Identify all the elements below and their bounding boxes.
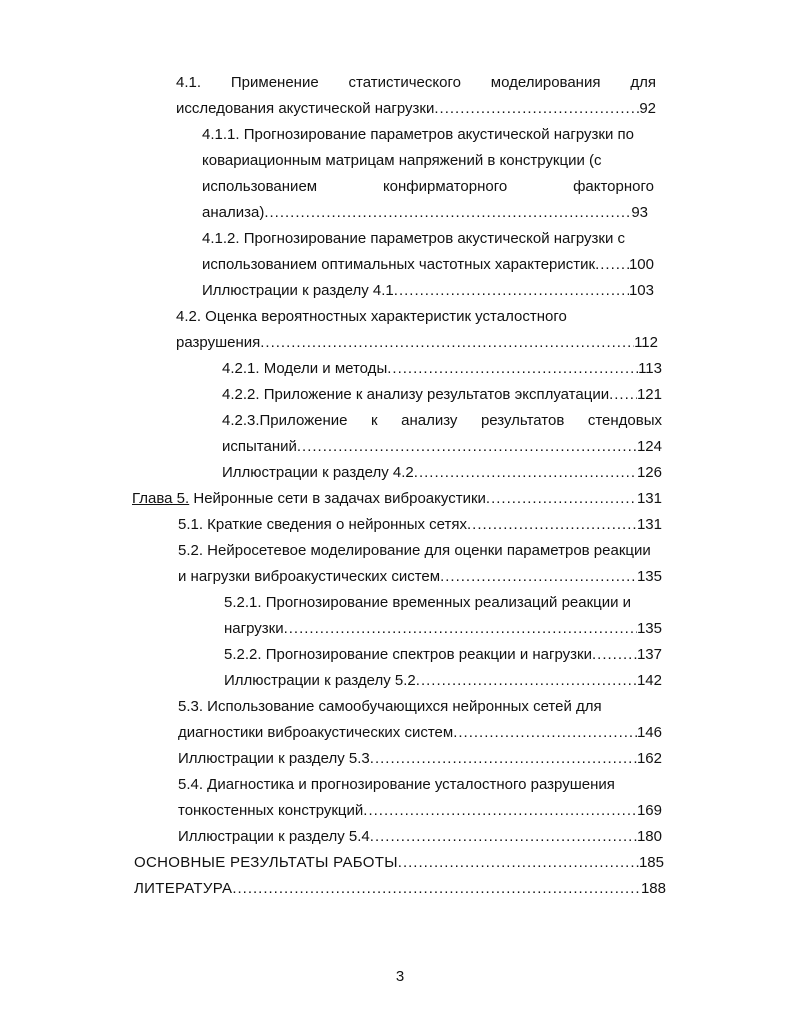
toc-5-1 xyxy=(178,514,662,536)
toc-5-2-1-page: 135 xyxy=(636,620,662,637)
toc-leader-dots xyxy=(370,748,637,770)
toc-leader-dots xyxy=(363,800,637,822)
toc-4-2-3-word: анализу xyxy=(401,412,458,429)
toc-4-2-3-page: 124 xyxy=(636,438,662,455)
toc-5-2-line2 xyxy=(178,566,662,588)
toc-4-1-1-word: использованием xyxy=(202,178,318,195)
toc-literature-title: ЛИТЕРАТУРА xyxy=(134,880,233,897)
toc-5-2-title: и нагрузки виброакустических систем xyxy=(178,568,441,585)
toc-leader-dots xyxy=(486,488,637,510)
toc-4-2-title: разрушения xyxy=(176,334,261,351)
toc-4-2-3-word: 4.2.3.Приложение xyxy=(222,412,348,429)
toc-4-1-2-line2 xyxy=(202,254,654,276)
toc-ill-5-2-title: Иллюстрации к разделу 5.2 xyxy=(224,672,416,689)
toc-4-2-3-title: испытаний xyxy=(222,438,297,455)
toc-4-1-1-line1: 4.1.1. Прогнозирование параметров акустической нагрузки по xyxy=(202,126,634,143)
toc-4-1-word: статистического xyxy=(348,74,461,91)
toc-4-1-2-title: использованием оптимальных частотных характеристик xyxy=(202,256,596,273)
toc-4-1-word: Применение xyxy=(230,74,319,91)
toc-5-3-line1: 5.3. Использование самообучающихся нейронных сетей для xyxy=(178,698,602,715)
toc-5-4-line1: 5.4. Диагностика и прогнозирование усталостного разрушения xyxy=(178,776,615,793)
toc-results-page: 185 xyxy=(638,854,664,871)
toc-4-2-3-word: стендовых xyxy=(587,412,662,429)
toc-chapter-5 xyxy=(132,488,662,510)
toc-results xyxy=(134,852,664,874)
toc-4-2-1 xyxy=(222,358,662,380)
toc-leader-dots xyxy=(609,384,637,406)
toc-4-1-page: 92 xyxy=(639,100,656,117)
toc-ill-4-1-page: 103 xyxy=(628,282,654,299)
toc-leader-dots xyxy=(416,670,637,692)
toc-4-2-2 xyxy=(222,384,662,406)
toc-leader-dots xyxy=(434,98,639,120)
toc-leader-dots xyxy=(394,280,629,302)
toc-5-3-title: диагностики виброакустических систем xyxy=(178,724,454,741)
toc-4-1-1-page: 93 xyxy=(631,204,648,221)
toc-4-1-word: для xyxy=(630,74,656,91)
toc-5-2-2-title: 5.2.2. Прогнозирование спектров реакции и нагрузки xyxy=(224,646,592,663)
toc-4-1-word: моделирования xyxy=(490,74,601,91)
toc-4-1-1-line3 xyxy=(202,176,654,198)
toc-leader-dots xyxy=(595,254,629,276)
toc-leader-dots xyxy=(398,852,639,874)
toc-ill-4-1 xyxy=(202,280,654,302)
toc-5-2-1-title: нагрузки xyxy=(224,620,284,637)
toc-4-2-3-line2 xyxy=(222,436,662,458)
toc-5-3-line2 xyxy=(178,722,662,744)
toc-leader-dots xyxy=(284,618,637,640)
toc-5-2-line1: 5.2. Нейросетевое моделирование для оценки параметров реакции xyxy=(178,542,651,559)
toc-ill-5-2-page: 142 xyxy=(636,672,662,689)
toc-ill-4-2-page: 126 xyxy=(636,464,662,481)
toc-leader-dots xyxy=(453,722,637,744)
toc-leader-dots xyxy=(592,644,637,666)
toc-leader-dots xyxy=(260,332,634,354)
toc-4-2-line1: 4.2. Оценка вероятностных характеристик усталостного xyxy=(176,308,567,325)
toc-4-1-1-title: анализа) xyxy=(202,204,265,221)
toc-chapter-5-label: Глава 5. xyxy=(132,490,190,507)
toc-4-1-2-page: 100 xyxy=(628,256,654,273)
toc-4-2-page: 112 xyxy=(634,334,658,351)
toc-4-1-title: исследования акустической нагрузки xyxy=(176,100,435,117)
toc-5-2-1-line1: 5.2.1. Прогнозирование временных реализаций реакции и xyxy=(224,594,632,611)
toc-ill-5-3-page: 162 xyxy=(636,750,662,767)
toc-4-2-3-word: результатов xyxy=(480,412,565,429)
toc-5-1-page: 131 xyxy=(636,516,662,533)
toc-4-1-1-line4 xyxy=(202,202,648,224)
toc-5-2-page: 135 xyxy=(636,568,662,585)
toc-leader-dots xyxy=(414,462,637,484)
toc-leader-dots xyxy=(370,826,637,848)
toc-4-2-3-line1 xyxy=(222,410,662,432)
toc-ill-4-1-title: Иллюстрации к разделу 4.1 xyxy=(202,282,394,299)
toc-ill-5-4 xyxy=(178,826,662,848)
toc-leader-dots xyxy=(232,878,641,900)
toc-leader-dots xyxy=(297,436,637,458)
toc-4-1-1-word: факторного xyxy=(573,178,654,195)
toc-chapter-5-page: 131 xyxy=(636,490,662,507)
toc-4-2-1-title: 4.2.1. Модели и методы xyxy=(222,360,388,377)
toc-4-1-line1 xyxy=(176,72,656,94)
toc-ill-4-2 xyxy=(222,462,662,484)
toc-results-title: ОСНОВНЫЕ РЕЗУЛЬТАТЫ РАБОТЫ xyxy=(134,854,398,871)
toc-5-4-title: тонкостенных конструкций xyxy=(178,802,364,819)
toc-4-1-1-line2: ковариационным матрицам напряжений в конструкции (с xyxy=(202,152,602,169)
toc-ill-5-4-title: Иллюстрации к разделу 5.4 xyxy=(178,828,370,845)
toc-4-2-2-title: 4.2.2. Приложение к анализу результатов эксплуатации xyxy=(222,386,610,403)
toc-5-2-1-line2 xyxy=(224,618,662,640)
toc-leader-dots xyxy=(440,566,637,588)
toc-ill-5-3 xyxy=(178,748,662,770)
toc-ill-4-2-title: Иллюстрации к разделу 4.2 xyxy=(222,464,414,481)
toc-5-4-line2 xyxy=(178,800,662,822)
toc-leader-dots xyxy=(467,514,637,536)
page-number: 3 xyxy=(395,968,405,985)
toc-4-2-3-word: к xyxy=(371,412,378,429)
toc-4-2-2-page: 121 xyxy=(636,386,662,403)
toc-ill-5-3-title: Иллюстрации к разделу 5.3 xyxy=(178,750,370,767)
toc-4-1-number: 4.1. xyxy=(176,74,202,91)
toc-5-2-2 xyxy=(224,644,662,666)
toc-literature xyxy=(134,878,666,900)
toc-leader-dots xyxy=(387,358,638,380)
toc-ill-5-4-page: 180 xyxy=(636,828,662,845)
toc-4-1-2-line1: 4.1.2. Прогнозирование параметров акустической нагрузки с xyxy=(202,230,626,247)
toc-4-1-1-word: конфирматорного xyxy=(382,178,508,195)
toc-5-2-2-page: 137 xyxy=(636,646,662,663)
toc-ill-5-2 xyxy=(224,670,662,692)
toc-5-3-page: 146 xyxy=(636,724,662,741)
toc-5-1-title: 5.1. Краткие сведения о нейронных сетях xyxy=(178,516,468,533)
toc-literature-page: 188 xyxy=(640,880,666,897)
toc-4-2-line2 xyxy=(176,332,658,354)
toc-5-4-page: 169 xyxy=(636,802,662,819)
toc-4-2-1-page: 113 xyxy=(638,360,662,377)
toc-leader-dots xyxy=(264,202,631,224)
toc-chapter-5-title: Нейронные сети в задачах виброакустики xyxy=(193,490,486,507)
toc-4-1-line2 xyxy=(176,98,656,120)
